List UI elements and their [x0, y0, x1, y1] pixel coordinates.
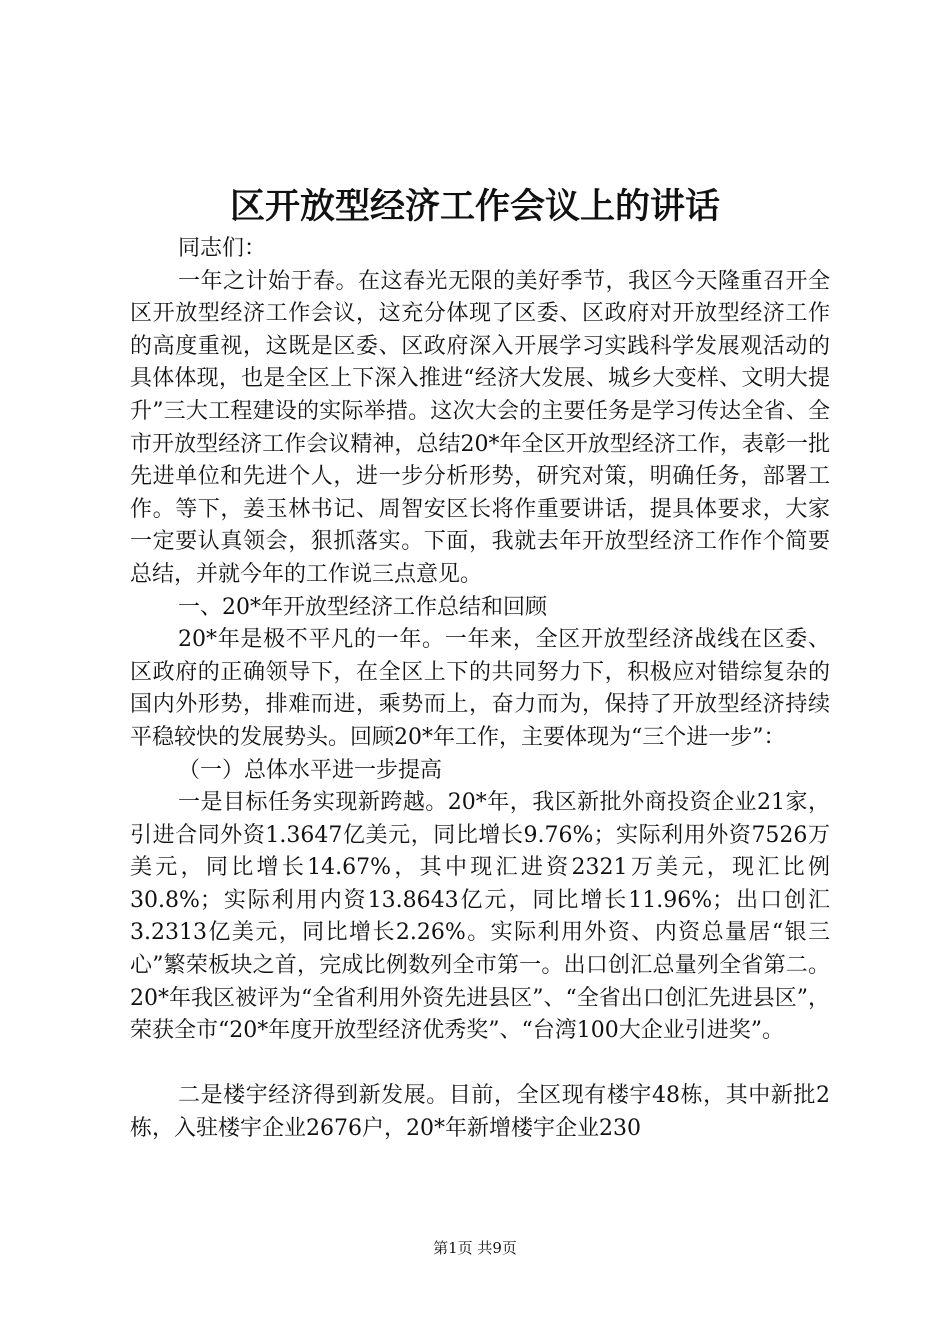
page-number: 第1页 共9页: [433, 1239, 517, 1257]
salutation: 同志们：: [178, 236, 267, 261]
section-heading-1: 一、20*年开放型经济工作总结和回顾: [178, 594, 547, 620]
subsection-heading-1: （一）总体水平进一步提高: [178, 757, 443, 783]
document-title: 区开放型经济工作会议上的讲话: [229, 186, 720, 227]
paragraph-building-economy: 二是楼宇经济得到新发展。目前，全区现有楼宇48栋，其中新批2栋，入驻楼宇企业2676户，20*年新增楼宇企业230: [130, 1083, 830, 1142]
document-body: [130, 233, 830, 1146]
paragraph-targets: 一是目标任务实现新跨越。20*年，我区新批外商投资企业21家，引进合同外资1.3647亿美元，同比增长9.76%；实际利用外资7526万美元，同比增长14.67%，其中现汇进资2321万美元，现汇比例30.8%；实际利用内资13.8643亿元，同比增长11.96%；出口创汇3.2313亿美元，同比增长2.26%。实际利用外资、内资总量居“银三心”繁荣板块之首，完成比例数列全市第一。出口创汇总量列全省第二。20*年我区被评为“全省利用外资先进县区”、“全省出口创汇先进县区”，荣获全市“20*年度开放型经济优秀奖”、“台湾100大企业引进奖”。: [130, 790, 830, 1044]
paragraph-intro: 一年之计始于春。在这春光无限的美好季节，我区今天隆重召开全区开放型经济工作会议，这充分体现了区委、区政府对开放型经济工作的高度重视，这既是区委、区政府深入开展学习实践科学发展观活动的具体体现，也是全区上下深入推进“经济大发展、城乡大变样、文明大提升”三大工程建设的实际举措。这次大会的主要任务是学习传达全省、全市开放型经济工作会议精神，总结20*年全区开放型经济工作，表彰一批先进单位和先进个人，进一步分析形势，研究对策，明确任务，部署工作。等下，姜玉林书记、周智安区长将作重要讲话，提具体要求，大家一定要认真领会，狠抓落实。下面，我就去年开放型经济工作作个简要总结，并就今年的工作说三点意见。: [130, 268, 830, 587]
paragraph-review: 20*年是极不平凡的一年。一年来，全区开放型经济战线在区委、区政府的正确领导下，在全区上下的共同努力下，积极应对错综复杂的国内外形势，排难而进，乘势而上，奋力而为，保持了开放型经济持续平稳较快的发展势头。回顾20*年工作，主要体现为“三个进一步”：: [130, 627, 830, 750]
